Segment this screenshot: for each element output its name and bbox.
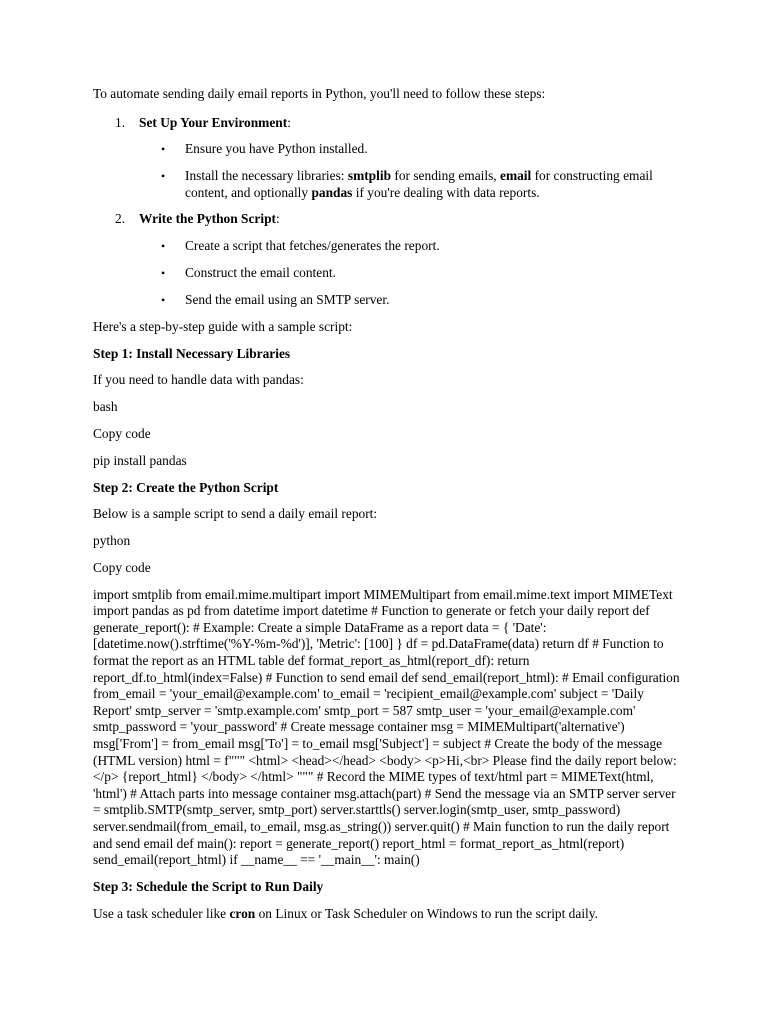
step-item-1	[93, 115, 683, 202]
sub-item-text: Ensure you have Python installed.	[185, 141, 368, 157]
bullet-icon: •	[161, 266, 166, 281]
sub-item-bold: pandas	[311, 184, 353, 200]
python-script-code: import smtplib from email.mime.multipart import MIMEMultipart from email.mime.text import MIMEText import pandas as pd from datetime import datetime # Function to generate or fetch your daily report def generate_report(): # Example: Create a simple DataFrame as a report data = { 'Date': [datetime.now().strftime('%Y-%m-%d')], 'Metric': [100] } df = pd.DataFrame(data) return df # Function to format the report as an HTML table def format_report_as_html(report_df): return report_df.to_html(index=False) # Function to send email def send_email(report_html): # Email configuration from_email = 'your_email@example.com' to_email = 'recipient_email@example.com' subject = 'Daily Report' smtp_server = 'smtp.example.com' smtp_port = 587 smtp_user = 'your_email@example.com' smtp_password = 'your_password' # Create message container msg = MIMEMultipart('alternative') msg['From'] = from_email msg['To'] = to_email msg['Subject'] = subject # Create the body of the message (HTML version) html = f""" <html> <head></head> <body> <p>Hi,<br> Please find the daily report below:</p> {report_html} </body> </html> """ # Record the MIME types of text/html part = MIMEText(html, 'html') # Attach parts into message container msg.attach(part) # Send the message via an SMTP server server = smtplib.SMTP(smtp_server, smtp_port) server.starttls() server.login(smtp_user, smtp_password) server.sendmail(from_email, to_email, msg.as_string()) server.quit() # Main function to run the daily report and send email def main(): report = generate_report() report_html = format_report_as_html(report) send_email(report_html) if __name__ == '__main__': main()	[93, 586, 680, 868]
sub-item-text: if you're dealing with data reports.	[352, 184, 540, 200]
setup-steps-list	[93, 115, 683, 309]
step1-heading	[93, 346, 683, 363]
step1-text: If you need to handle data with pandas:	[93, 372, 304, 388]
step3-text-part: Use a task scheduler like	[93, 905, 230, 921]
sub-list-item	[139, 238, 683, 255]
sub-item-text: Create a script that fetches/generates the report.	[185, 238, 440, 254]
sub-item-text: Construct the email content.	[185, 265, 336, 281]
sub-item-text: Install the necessary libraries:	[185, 168, 348, 184]
bullet-icon: •	[161, 169, 166, 184]
sub-item-text: for constructing email content, and optionally	[185, 168, 653, 200]
step-sublist	[139, 238, 683, 309]
bullet-icon: •	[161, 142, 166, 157]
step3-text-bold: cron	[229, 905, 256, 921]
step-sublist	[139, 141, 683, 201]
step3-text	[93, 906, 683, 923]
bullet-icon: •	[161, 239, 166, 254]
sub-item-bold: email	[500, 168, 532, 184]
step2-heading-text: Step 2: Create the Python Script	[93, 479, 279, 495]
step-item-2	[93, 211, 683, 308]
guide-intro: Here's a step-by-step guide with a sample script:	[93, 318, 353, 334]
copy-code-button[interactable]: Copy code	[93, 425, 151, 441]
sub-list-item	[139, 141, 683, 158]
intro-paragraph: To automate sending daily email reports in Python, you'll need to follow these steps:	[93, 86, 546, 101]
step3-heading-text: Step 3: Schedule the Script to Run Daily	[93, 878, 324, 894]
copy-code-button[interactable]: Copy code	[93, 559, 151, 575]
step1-heading-text: Step 1: Install Necessary Libraries	[93, 345, 291, 361]
step3-text-part: on Linux or Task Scheduler on Windows to run the script daily.	[255, 905, 598, 921]
sub-item-text: for sending emails,	[391, 168, 500, 184]
document-page	[93, 86, 683, 933]
step-title: Set Up Your Environment	[139, 114, 288, 130]
bullet-icon: •	[161, 293, 166, 308]
step-number: 1.	[115, 114, 126, 130]
step-title-suffix: :	[287, 114, 291, 130]
step2-heading	[93, 480, 683, 497]
step-number: 2.	[115, 211, 126, 227]
sub-list-item	[139, 265, 683, 282]
sub-item-text: Send the email using an SMTP server.	[185, 292, 390, 308]
install-command: pip install pandas	[93, 452, 187, 468]
sub-item-bold: smtplib	[347, 168, 392, 184]
step-title-suffix: :	[276, 211, 280, 227]
step2-text: Below is a sample script to send a daily email report:	[93, 506, 378, 522]
code-language-label: python	[93, 533, 131, 549]
step-title: Write the Python Script	[139, 211, 276, 227]
step3-heading	[93, 879, 683, 896]
sub-list-item	[139, 168, 683, 201]
code-language-label: bash	[93, 399, 118, 415]
sub-list-item	[139, 292, 683, 309]
